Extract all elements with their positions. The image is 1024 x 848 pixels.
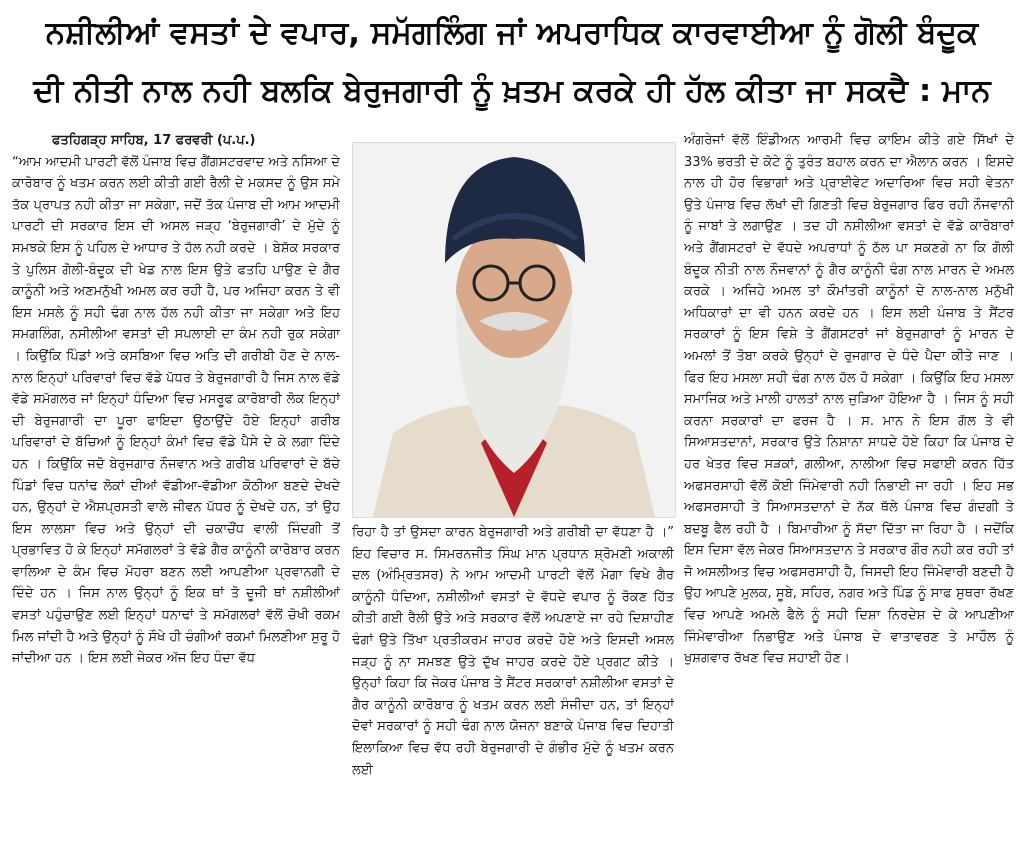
article-column-1	[12, 130, 340, 842]
portrait-photo	[352, 142, 676, 518]
portrait-image	[353, 143, 675, 517]
headline	[8, 4, 1016, 122]
dateline: ਫਤਹਿਗੜ੍ਹ ਸਾਹਿਬ, 17 ਫਰਵਰੀ (ਪ.ਪ.)	[52, 133, 256, 148]
article-column-2	[352, 522, 674, 842]
article-column-3	[684, 130, 1014, 842]
article-text-column-2: ਰਿਹਾ ਹੈ ਤਾਂ ਉਸਦਾ ਕਾਰਨ ਬੇਰੁਜਗਾਰੀ ਅਤੇ ਗਰੀਬੀ ਦਾ ਵੱਧਣਾ ਹੈ ।” ਇਹ ਵਿਚਾਰ ਸ. ਸਿਮਰਨਜੀਤ ਸਿੰਘ ਮਾਨ ਪ੍ਰਧਾਨ ਸ਼੍ਰੋਮਣੀ ਅਕਾਲੀ ਦਲ (ਅੰਮ੍ਰਿਤਸਰ) ਨੇ ਆਮ ਆਦਮੀ ਪਾਰਟੀ ਵੱਲੋਂ ਮੋਗਾ ਵਿਖੇ ਗੈਰ ਕਾਨੂੰਨੀ ਧੰਦਿਆ, ਨਸ਼ੀਲੀਆਂ ਵਸਤਾਂ ਦੇ ਵੱਧਦੇ ਵਪਾਰ ਨੂੰ ਰੋਕਣ ਹਿੱਤ ਕੀਤੀ ਗਈ ਰੈਲੀ ਉਤੇ ਅਤੇ ਸਰਕਾਰ ਵੱਲੋਂ ਅਪਣਾਏ ਜਾ ਰਹੇ ਦਿਸ਼ਾਹੀਣ ਢੰਗਾਂ ਉਤੇ ਤਿੱਖਾ ਪ੍ਰਤੀਕਰਮ ਜਾਹਰ ਕਰਦੇ ਹੋਏ ਅਤੇ ਇਸਦੀ ਅਸਲ ਜੜ੍ਹ ਨੂੰ ਨਾ ਸਮਝਣ ਉਤੇ ਦੁੱਖ ਜਾਹਰ ਕਰਦੇ ਹੋਏ ਪ੍ਰਗਟ ਕੀਤੇ । ਉਨ੍ਹਾਂ ਕਿਹਾ ਕਿ ਜੇਕਰ ਪੰਜਾਬ ਤੇ ਸੈਂਟਰ ਸਰਕਾਰਾਂ ਨਸ਼ੀਲੀਆ ਵਸਤਾਂ ਦੇ ਗੈਰ ਕਾਨੂੰਨੀ ਕਾਰੋਬਾਰ ਨੂੰ ਖਤਮ ਕਰਨ ਲਈ ਸੰਜੀਦਾ ਹਨ, ਤਾਂ ਇਨ੍ਹਾਂ ਦੋਵਾਂ ਸਰਕਾਰਾਂ ਨੂੰ ਸਹੀ ਢੰਗ ਨਾਲ ਯੋਜਨਾ ਬਣਾਕੇ ਪੰਜਾਬ ਵਿਚ ਦਿਹਾਤੀ ਇਲਾਕਿਆ ਵਿਚ ਵੱਧ ਰਹੀ ਬੇਰੁਜਗਾਰੀ ਦੇ ਗੰਭੀਰ ਮੁੱਦੇ ਨੂੰ ਖਤਮ ਕਰਨ ਲਈ	[352, 525, 674, 778]
article-text-column-1: “ਆਮ ਆਦਮੀ ਪਾਰਟੀ ਵੱਲੋਂ ਪੰਜਾਬ ਵਿਚ ਗੈਂਗਸਟਰਵਾਦ ਅਤੇ ਨਸਿਆ ਦੇ ਕਾਰੋਬਾਰ ਨੂੰ ਖਤਮ ਕਰਨ ਲਈ ਕੀਤੀ ਗਈ ਰੈਲੀ ਦੇ ਮਕਸਦ ਨੂੰ ਉਸ ਸਮੇ ਤੱਕ ਪ੍ਰਾਪਤ ਨਹੀ ਕੀਤਾ ਜਾ ਸਕੇਗਾ, ਜਦੋਂ ਤੱਕ ਪੰਜਾਬ ਦੀ ਆਮ ਆਦਮੀ ਪਾਰਟੀ ਦੀ ਸਰਕਾਰ ਇਸ ਦੀ ਅਸਲ ਜੜ੍ਹ ‘ਬੇਰੁਜਗਾਰੀ’ ਦੇ ਮੁੱਦੇ ਨੂੰ ਸਮਝਕੇ ਇਸ ਨੂੰ ਪਹਿਲ ਦੇ ਆਧਾਰ ਤੇ ਹੱਲ ਨਹੀ ਕਰਦੇ । ਬੇਸ਼ੱਕ ਸਰਕਾਰ ਤੇ ਪੁਲਿਸ ਗੋਲੀ-ਬੰਦੂਕ ਦੀ ਖੇਡ ਨਾਲ ਇਸ ਉਤੇ ਫਤਹਿ ਪਾਉਣ ਦੇ ਗੈਰ ਕਾਨੂੰਨੀ ਅਤੇ ਅਣਮਨੁੱਖੀ ਅਮਲ ਕਰ ਰਹੀ ਹੈ, ਪਰ ਅਜਿਹਾ ਕਰਨ ਤੇ ਵੀ ਇਸ ਮਸਲੇ ਨੂੰ ਸਹੀ ਢੰਗ ਨਾਲ ਹੱਲ ਨਹੀ ਕੀਤਾ ਜਾ ਸਕੇਗਾ ਅਤੇ ਇਹ ਸਮਗਲਿੰਗ, ਨਸੀਲੀਆ ਵਸਤਾਂ ਦੀ ਸਪਲਾਈ ਦਾ ਕੰਮ ਨਹੀ ਰੁਕ ਸਕੇਗਾ । ਕਿਉਂਕਿ ਪਿੰਡਾਂ ਅਤੇ ਕਸਬਿਆ ਵਿਚ ਅਤਿ ਦੀ ਗਰੀਬੀ ਹੋਣ ਦੇ ਨਾਲ-ਨਾਲ ਇਨ੍ਹਾਂ ਪਰਿਵਾਰਾਂ ਵਿਚ ਵੱਡੇ ਪੱਧਰ ਤੇ ਬੇਰੁਜਗਾਰੀ ਹੈ ਜਿਸ ਨਾਲ ਵੱਡੇ ਵੱਡੇ ਸਮੱਗਲਰ ਜਾਂ ਇਨ੍ਹਾਂ ਧੰਦਿਆ ਵਿਚ ਮਸਰੂਫ ਕਾਰੋਬਾਰੀ ਲੋਕ ਇਨ੍ਹਾਂ ਦੀ ਬੇਰੁਜਗਾਰੀ ਦਾ ਪੂਰਾ ਫਾਇਦਾ ਉਠਾਉਂਦੇ ਹੋਏ ਇਨ੍ਹਾਂ ਗਰੀਬ ਪਰਿਵਾਰਾਂ ਦੇ ਬੱਚਿਆਂ ਨੂੰ ਇਨ੍ਹਾਂ ਕੰਮਾਂ ਵਿਚ ਵੱਡੇ ਪੈਸੇ ਦੇ ਕੇ ਲਗਾ ਦਿੰਦੇ ਹਨ । ਕਿਉਂਕਿ ਜਦੋ ਬੇਰੁਜਗਾਰ ਨੌਜਵਾਨ ਅਤੇ ਗਰੀਬ ਪਰਿਵਾਰਾਂ ਦੇ ਬੱਚੇ ਪਿੰਡਾਂ ਵਿਚ ਧਨਾਂਢ ਲੋਕਾਂ ਦੀਆਂ ਵੱਡੀਆ-ਵੱਡੀਆ ਕੋਠੀਆ ਬਣਦੇ ਦੇਖਦੇ ਹਨ, ਉਨ੍ਹਾਂ ਦੇ ਐਸ਼ਪ੍ਰਸਤੀ ਵਾਲੇ ਜੀਵਨ ਪੱਧਰ ਨੂੰ ਦੇਖਦੇ ਹਨ, ਤਾਂ ਉਹ ਇਸ ਲਾਲਸਾ ਵਿਚ ਅਤੇ ਉਨ੍ਹਾਂ ਦੀ ਚਕਾਚੌਂਧ ਵਾਲੀ ਜਿੰਦਗੀ ਤੋਂ ਪ੍ਰਭਾਵਿਤ ਹੋ ਕੇ ਇਨ੍ਹਾਂ ਸਮੱਗਲਰਾਂ ਤੇ ਵੱਡੇ ਗੈਰ ਕਾਨੂੰਨੀ ਕਾਰੋਬਾਰ ਕਰਨ ਵਾਲਿਆ ਦੇ ਕੰਮ ਵਿਚ ਮੋਹਰਾ ਬਣਨ ਲਈ ਆਪਣੀਆ ਪ੍ਰਵਾਨਗੀ ਦੇ ਦਿੰਦੇ ਹਨ । ਜਿਸ ਨਾਲ ਉਨ੍ਹਾਂ ਨੂੰ ਇਕ ਥਾਂ ਤੋ ਦੂਜੀ ਥਾਂ ਨਸ਼ੀਲੀਆਂ ਵਸਤਾਂ ਪਹੁੰਚਾਉਣ ਲਈ ਇਨ੍ਹਾਂ ਧਨਾਢਾਂ ਤੇ ਸਮੱਗਲਰਾਂ ਵੱਲੋਂ ਚੋਖੀ ਰਕਮ ਮਿਲ ਜਾਂਦੀ ਹੈ ਅਤੇ ਉਨ੍ਹਾਂ ਨੂੰ ਸੌਖੇ ਹੀ ਚੰਗੀਆਂ ਰਕਮਾਂ ਮਿਲਣੀਆ ਸੁਰੂ ਹੋ ਜਾਂਦੀਆ ਹਨ । ਇਸ ਲਈ ਜੇਕਰ ਅੱਜ ਇਹ ਧੰਦਾ ਵੱਧ	[12, 154, 340, 667]
headline-line-2: ਦੀ ਨੀਤੀ ਨਾਲ ਨਹੀ ਬਲਕਿ ਬੇਰੁਜਗਾਰੀ ਨੂੰ ਖ਼ਤਮ ਕਰਕੇ ਹੀ ਹੱਲ ਕੀਤਾ ਜਾ ਸਕਦੈ : ਮਾਨ	[33, 73, 991, 109]
article-text-column-3: ਅੰਗਰੇਜਾਂ ਵੱਲੋਂ ਇੰਡੀਅਨ ਆਰਮੀ ਵਿਚ ਕਾਇਮ ਕੀਤੇ ਗਏ ਸਿੱਖਾਂ ਦੇ 33% ਭਰਤੀ ਦੇ ਕੋਟੇ ਨੂੰ ਤੁਰੰਤ ਬਹਾਲ ਕਰਨ ਦਾ ਐਲਾਨ ਕਰਨ । ਇਸਦੇ ਨਾਲ ਹੀ ਹੋਰ ਵਿਭਾਗਾਂ ਅਤੇ ਪ੍ਰਾਈਵੇਟ ਅਦਾਰਿਆ ਵਿਚ ਸਹੀ ਵੇਤਨਾ ਉਤੇ ਪੰਜਾਬ ਵਿਚ ਲੱਖਾਂ ਦੀ ਗਿਣਤੀ ਵਿਚ ਬੇਰੁਜਗਾਰ ਫਿਰ ਰਹੀ ਨੌਜਵਾਨੀ ਨੂੰ ਜਾਬਾਂ ਤੇ ਲਗਾਉਣ । ਤਦ ਹੀ ਨਸ਼ੀਲੀਆ ਵਸਤਾਂ ਦੇ ਵੱਡੇ ਕਾਰੋਬਾਰਾਂ ਅਤੇ ਗੈਂਗਸਟਰਾਂ ਦੇ ਵੱਧਦੇ ਅਪਰਾਧਾਂ ਨੂੰ ਠੱਲ ਪਾ ਸਕਣਗੇ ਨਾ ਕਿ ਗੋਲੀ ਬੰਦੂਕ ਨੀਤੀ ਨਾਲ ਨੌਜਵਾਨਾਂ ਨੂੰ ਗੈਰ ਕਾਨੂੰਨੀ ਢੰਗ ਨਾਲ ਮਾਰਨ ਦੇ ਅਮਲ ਕਰਕੇ । ਅਜਿਹੇ ਅਮਲ ਤਾਂ ਕੌਮਾਂਤਰੀ ਕਾਨੂੰਨਾਂ ਦੇ ਨਾਲ-ਨਾਲ ਮਨੁੱਖੀ ਅਧਿਕਾਰਾਂ ਦਾ ਵੀ ਹਨਨ ਕਰਦੇ ਹਨ । ਇਸ ਲਈ ਪੰਜਾਬ ਤੇ ਸੈਂਟਰ ਸਰਕਾਰਾਂ ਨੂੰ ਇਸ ਵਿਸ਼ੇ ਤੇ ਗੈਂਗਸਟਰਾਂ ਜਾਂ ਬੇਰੁਜਗਾਰਾਂ ਨੂੰ ਮਾਰਨ ਦੇ ਅਮਲਾਂ ਤੋਂ ਤੋਬਾ ਕਰਕੇ ਉਨ੍ਹਾਂ ਦੇ ਰੁਜਗਾਰ ਦੇ ਧੰਦੇ ਪੈਦਾ ਕੀਤੇ ਜਾਣ । ਫਿਰ ਇਹ ਮਸਲਾ ਸਹੀ ਢੰਗ ਨਾਲ ਹੱਲ ਹੋ ਸਕੇਗਾ । ਕਿਉਂਕਿ ਇਹ ਮਸਲਾ ਸਮਾਜਿਕ ਅਤੇ ਮਾਲੀ ਹਾਲਤਾਂ ਨਾਲ ਜੁੜਿਆ ਹੋਇਆ ਹੈ । ਜਿਸ ਨੂੰ ਸਹੀ ਕਰਨਾ ਸਰਕਾਰਾਂ ਦਾ ਫਰਜ ਹੈ । ਸ. ਮਾਨ ਨੇ ਇਸ ਗੱਲ ਤੇ ਵੀ ਸਿਆਸਤਦਾਨਾਂ, ਸਰਕਾਰ ਉਤੇ ਨਿਸ਼ਾਨਾ ਸਾਧਦੇ ਹੋਏ ਕਿਹਾ ਕਿ ਪੰਜਾਬ ਦੇ ਹਰ ਖੇਤਰ ਵਿਚ ਸੜਕਾਂ, ਗਲੀਆ, ਨਾਲੀਆ ਵਿਚ ਸਫਾਈ ਕਰਨ ਹਿੱਤ ਅਫਸਰਸਾਹੀ ਵੱਲੋਂ ਕੋਈ ਜਿੰਮੇਵਾਰੀ ਨਹੀ ਨਿਭਾਈ ਜਾ ਰਹੀ । ਇਹ ਸਭ ਅਫਸਰਸਾਹੀ ਤੇ ਸਿਆਸਤਦਾਨਾਂ ਦੇ ਨੱਕ ਥੱਲੇ ਪੰਜਾਬ ਵਿਚ ਗੰਦਗੀ ਤੇ ਬਦਬੂ ਫੈਲ ਰਹੀ ਹੈ । ਬਿਮਾਰੀਆ ਨੂੰ ਸੱਦਾ ਦਿੱਤਾ ਜਾ ਰਿਹਾ ਹੈ । ਜਦੋਂਕਿ ਇਸ ਦਿਸਾ ਵੱਲ ਜੇਕਰ ਸਿਆਸਤਦਾਨ ਤੇ ਸਰਕਾਰ ਗੌਰ ਨਹੀ ਕਰ ਰਹੀ ਤਾਂ ਜੋ ਅਸਲੀਅਤ ਵਿਚ ਅਫਸਰਸਾਹੀ ਹੈ, ਜਿਸਦੀ ਇਹ ਜਿੰਮੇਵਾਰੀ ਬਣਦੀ ਹੈ ਉਹ ਆਪਣੇ ਮੁਲਕ, ਸੂਬੇ, ਸਹਿਰ, ਨਗਰ ਅਤੇ ਪਿੰਡ ਨੂੰ ਸਾਫ ਸੁਥਰਾ ਰੱਖਣ ਵਿਚ ਆਪਣੇ ਅਮਲੇ ਫੈਲੇ ਨੂੰ ਸਹੀ ਦਿਸ਼ਾ ਨਿਰਦੇਸ਼ ਦੇ ਕੇ ਆਪਣੀਆ ਜਿੰਮੇਵਾਰੀਆ ਨਿਭਾਉਣ ਅਤੇ ਪੰਜਾਬ ਦੇ ਵਾਤਾਵਰਣ ਤੇ ਮਾਹੌਲ ਨੂੰ ਖੁਸ਼ਗਵਾਰ ਰੱਖਣ ਵਿਚ ਸਹਾਈ ਹੋਣ।	[684, 133, 1014, 667]
headline-line-1: ਨਸ਼ੀਲੀਆਂ ਵਸਤਾਂ ਦੇ ਵਪਾਰ, ਸਮੱਗਲਿੰਗ ਜਾਂ ਅਪਰਾਧਿਕ ਕਾਰਵਾਈਆ ਨੂੰ ਗੋਲੀ ਬੰਦੂਕ	[45, 15, 979, 51]
